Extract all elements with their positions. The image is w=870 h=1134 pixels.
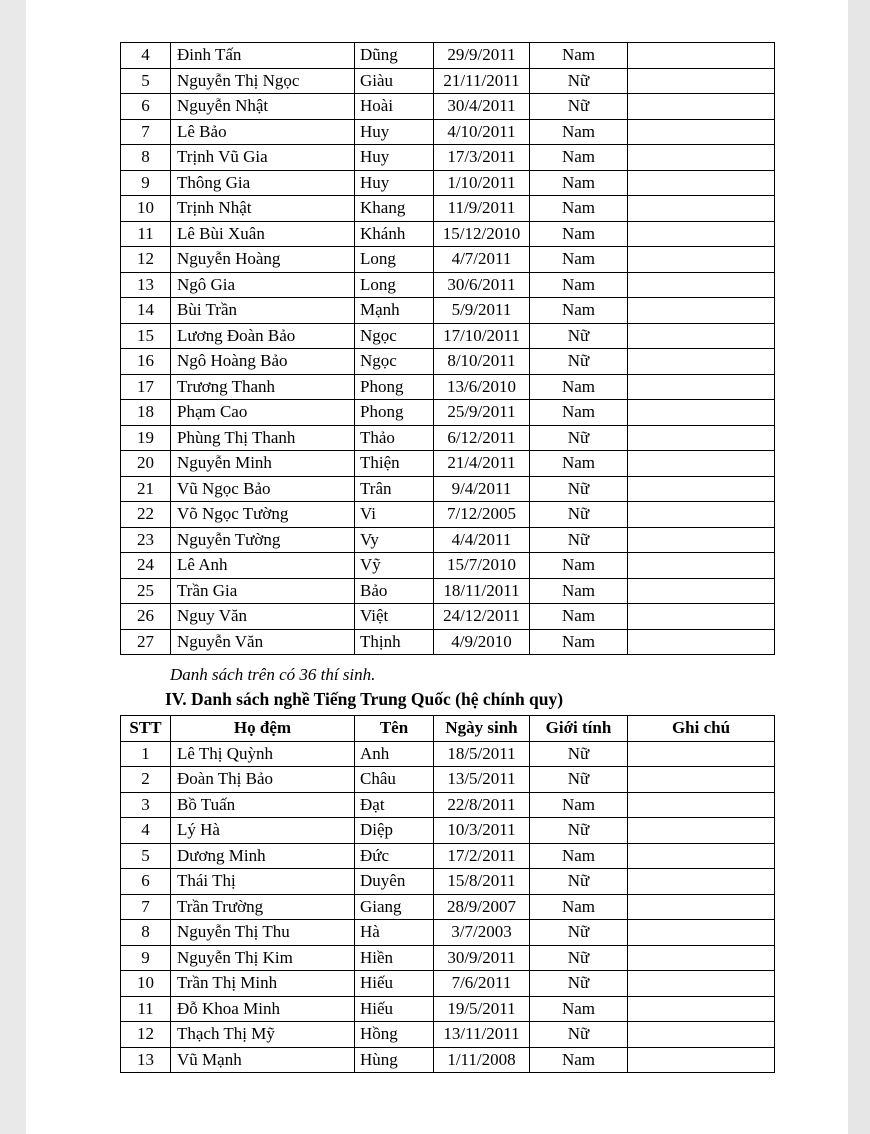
cell-ngay-sinh: 21/4/2011 <box>434 451 530 477</box>
cell-ho-dem: Trịnh Nhật <box>171 196 355 222</box>
cell-ghi-chu <box>628 767 775 793</box>
cell-ho-dem: Dương Minh <box>171 843 355 869</box>
table-row <box>121 400 775 426</box>
cell-ho-dem: Đoàn Thị Bảo <box>171 767 355 793</box>
cell-stt: 13 <box>121 272 171 298</box>
cell-ghi-chu <box>628 920 775 946</box>
cell-ngay-sinh: 4/9/2010 <box>434 629 530 655</box>
table-row <box>121 1047 775 1073</box>
cell-ho-dem: Thái Thị <box>171 869 355 895</box>
cell-ho-dem: Ngô Hoàng Bảo <box>171 349 355 375</box>
table-row <box>121 869 775 895</box>
header-ho-dem: Họ đệm <box>171 716 355 742</box>
table-row <box>121 502 775 528</box>
cell-ngay-sinh: 6/12/2011 <box>434 425 530 451</box>
table-row <box>121 920 775 946</box>
cell-ten: Duyên <box>355 869 434 895</box>
cell-stt: 21 <box>121 476 171 502</box>
section-heading: IV. Danh sách nghề Tiếng Trung Quốc (hệ chính quy) <box>165 689 564 709</box>
table-row <box>121 818 775 844</box>
cell-ghi-chu <box>628 221 775 247</box>
cell-ngay-sinh: 25/9/2011 <box>434 400 530 426</box>
cell-ngay-sinh: 1/11/2008 <box>434 1047 530 1073</box>
cell-stt: 7 <box>121 894 171 920</box>
cell-stt: 11 <box>121 996 171 1022</box>
cell-ten: Thiện <box>355 451 434 477</box>
cell-stt: 12 <box>121 247 171 273</box>
cell-ngay-sinh: 7/12/2005 <box>434 502 530 528</box>
cell-ghi-chu <box>628 843 775 869</box>
table-row <box>121 272 775 298</box>
cell-ho-dem: Thông Gia <box>171 170 355 196</box>
cell-ho-dem: Đỗ Khoa Minh <box>171 996 355 1022</box>
cell-stt: 8 <box>121 920 171 946</box>
cell-gioi-tinh: Nam <box>530 43 628 69</box>
table-row <box>121 68 775 94</box>
cell-ngay-sinh: 15/8/2011 <box>434 869 530 895</box>
cell-ngay-sinh: 30/6/2011 <box>434 272 530 298</box>
header-stt: STT <box>121 716 171 742</box>
cell-gioi-tinh: Nam <box>530 553 628 579</box>
table-row <box>121 221 775 247</box>
cell-ten: Huy <box>355 119 434 145</box>
table-row <box>121 247 775 273</box>
cell-ngay-sinh: 22/8/2011 <box>434 792 530 818</box>
cell-ngay-sinh: 30/9/2011 <box>434 945 530 971</box>
cell-ten: Hiền <box>355 945 434 971</box>
cell-ghi-chu <box>628 741 775 767</box>
cell-gioi-tinh: Nữ <box>530 502 628 528</box>
table-row <box>121 945 775 971</box>
cell-ngay-sinh: 29/9/2011 <box>434 43 530 69</box>
cell-ten: Vỹ <box>355 553 434 579</box>
cell-ghi-chu <box>628 1022 775 1048</box>
cell-ngay-sinh: 10/3/2011 <box>434 818 530 844</box>
table-row <box>121 476 775 502</box>
cell-ten: Khánh <box>355 221 434 247</box>
cell-ho-dem: Vũ Ngọc Bảo <box>171 476 355 502</box>
cell-ten: Mạnh <box>355 298 434 324</box>
cell-gioi-tinh: Nam <box>530 221 628 247</box>
cell-ghi-chu <box>628 272 775 298</box>
cell-gioi-tinh: Nữ <box>530 869 628 895</box>
cell-ten: Hiếu <box>355 971 434 997</box>
table-row <box>121 425 775 451</box>
cell-ghi-chu <box>628 68 775 94</box>
table-row <box>121 1022 775 1048</box>
cell-gioi-tinh: Nam <box>530 272 628 298</box>
cell-ghi-chu <box>628 94 775 120</box>
cell-ghi-chu <box>628 374 775 400</box>
cell-stt: 5 <box>121 843 171 869</box>
cell-ten: Khang <box>355 196 434 222</box>
cell-ho-dem: Ngô Gia <box>171 272 355 298</box>
cell-ngay-sinh: 17/2/2011 <box>434 843 530 869</box>
cell-gioi-tinh: Nữ <box>530 94 628 120</box>
cell-ten: Long <box>355 272 434 298</box>
cell-ghi-chu <box>628 451 775 477</box>
table-row <box>121 553 775 579</box>
table-row <box>121 996 775 1022</box>
cell-stt: 24 <box>121 553 171 579</box>
cell-ten: Huy <box>355 170 434 196</box>
cell-gioi-tinh: Nam <box>530 604 628 630</box>
cell-stt: 17 <box>121 374 171 400</box>
cell-ghi-chu <box>628 818 775 844</box>
cell-ten: Dũng <box>355 43 434 69</box>
cell-stt: 15 <box>121 323 171 349</box>
table-row <box>121 349 775 375</box>
table-row <box>121 604 775 630</box>
cell-ten: Hoài <box>355 94 434 120</box>
cell-ngay-sinh: 5/9/2011 <box>434 298 530 324</box>
cell-ghi-chu <box>628 502 775 528</box>
cell-stt: 8 <box>121 145 171 171</box>
cell-ngay-sinh: 18/11/2011 <box>434 578 530 604</box>
cell-stt: 13 <box>121 1047 171 1073</box>
student-table-body <box>121 43 775 655</box>
cell-ho-dem: Lương Đoàn Bảo <box>171 323 355 349</box>
chinese-language-student-table <box>120 715 775 1073</box>
cell-stt: 5 <box>121 68 171 94</box>
cell-gioi-tinh: Nữ <box>530 476 628 502</box>
cell-stt: 4 <box>121 43 171 69</box>
cell-gioi-tinh: Nam <box>530 247 628 273</box>
table-row <box>121 145 775 171</box>
cell-gioi-tinh: Nữ <box>530 349 628 375</box>
cell-stt: 4 <box>121 818 171 844</box>
cell-stt: 10 <box>121 971 171 997</box>
table-row <box>121 578 775 604</box>
cell-stt: 6 <box>121 94 171 120</box>
table-row <box>121 527 775 553</box>
header-ngay-sinh: Ngày sinh <box>434 716 530 742</box>
cell-ten: Đức <box>355 843 434 869</box>
cell-ngay-sinh: 7/6/2011 <box>434 971 530 997</box>
cell-ten: Ngọc <box>355 349 434 375</box>
cell-ho-dem: Trương Thanh <box>171 374 355 400</box>
cell-ten: Hồng <box>355 1022 434 1048</box>
cell-stt: 11 <box>121 221 171 247</box>
cell-gioi-tinh: Nam <box>530 298 628 324</box>
cell-ho-dem: Trịnh Vũ Gia <box>171 145 355 171</box>
cell-stt: 7 <box>121 119 171 145</box>
cell-ho-dem: Nguyễn Văn <box>171 629 355 655</box>
cell-ngay-sinh: 9/4/2011 <box>434 476 530 502</box>
cell-gioi-tinh: Nam <box>530 629 628 655</box>
cell-gioi-tinh: Nam <box>530 119 628 145</box>
cell-ngay-sinh: 13/11/2011 <box>434 1022 530 1048</box>
cell-stt: 16 <box>121 349 171 375</box>
cell-ngay-sinh: 17/10/2011 <box>434 323 530 349</box>
cell-stt: 18 <box>121 400 171 426</box>
cell-ngay-sinh: 24/12/2011 <box>434 604 530 630</box>
cell-ten: Huy <box>355 145 434 171</box>
cell-ghi-chu <box>628 425 775 451</box>
cell-stt: 3 <box>121 792 171 818</box>
cell-ngay-sinh: 13/6/2010 <box>434 374 530 400</box>
table-row <box>121 196 775 222</box>
cell-ghi-chu <box>628 604 775 630</box>
table-row <box>121 843 775 869</box>
cell-ho-dem: Thạch Thị Mỹ <box>171 1022 355 1048</box>
cell-ghi-chu <box>628 971 775 997</box>
cell-ngay-sinh: 19/5/2011 <box>434 996 530 1022</box>
cell-ten: Hà <box>355 920 434 946</box>
table-row <box>121 971 775 997</box>
cell-gioi-tinh: Nữ <box>530 920 628 946</box>
cell-stt: 27 <box>121 629 171 655</box>
cell-stt: 19 <box>121 425 171 451</box>
table-row <box>121 170 775 196</box>
cell-ho-dem: Bồ Tuấn <box>171 792 355 818</box>
cell-ten: Đạt <box>355 792 434 818</box>
cell-ngay-sinh: 21/11/2011 <box>434 68 530 94</box>
table-row <box>121 374 775 400</box>
cell-ngay-sinh: 13/5/2011 <box>434 767 530 793</box>
cell-ghi-chu <box>628 578 775 604</box>
cell-ngay-sinh: 3/7/2003 <box>434 920 530 946</box>
cell-ho-dem: Nguyễn Tường <box>171 527 355 553</box>
table-row <box>121 298 775 324</box>
cell-ghi-chu <box>628 476 775 502</box>
cell-gioi-tinh: Nam <box>530 578 628 604</box>
cell-ten: Thịnh <box>355 629 434 655</box>
cell-stt: 20 <box>121 451 171 477</box>
cell-stt: 9 <box>121 170 171 196</box>
cell-ten: Anh <box>355 741 434 767</box>
cell-ten: Hùng <box>355 1047 434 1073</box>
cell-ghi-chu <box>628 349 775 375</box>
cell-ghi-chu <box>628 792 775 818</box>
cell-stt: 23 <box>121 527 171 553</box>
cell-ho-dem: Lý Hà <box>171 818 355 844</box>
cell-ngay-sinh: 15/7/2010 <box>434 553 530 579</box>
cell-gioi-tinh: Nam <box>530 196 628 222</box>
cell-ho-dem: Phùng Thị Thanh <box>171 425 355 451</box>
table-row <box>121 451 775 477</box>
cell-gioi-tinh: Nữ <box>530 971 628 997</box>
cell-ghi-chu <box>628 145 775 171</box>
cell-gioi-tinh: Nữ <box>530 527 628 553</box>
cell-ho-dem: Lê Bùi Xuân <box>171 221 355 247</box>
cell-gioi-tinh: Nam <box>530 400 628 426</box>
cell-ghi-chu <box>628 1047 775 1073</box>
cell-gioi-tinh: Nam <box>530 894 628 920</box>
cell-ho-dem: Nguyễn Hoàng <box>171 247 355 273</box>
cell-ho-dem: Nguy Văn <box>171 604 355 630</box>
cell-ten: Vi <box>355 502 434 528</box>
cell-ghi-chu <box>628 553 775 579</box>
cell-ngay-sinh: 4/7/2011 <box>434 247 530 273</box>
cell-gioi-tinh: Nữ <box>530 741 628 767</box>
cell-ngay-sinh: 15/12/2010 <box>434 221 530 247</box>
cell-ghi-chu <box>628 247 775 273</box>
table-row <box>121 629 775 655</box>
cell-ghi-chu <box>628 119 775 145</box>
cell-stt: 6 <box>121 869 171 895</box>
cell-ho-dem: Lê Bảo <box>171 119 355 145</box>
student-count-note: Danh sách trên có 36 thí sinh. <box>170 665 376 684</box>
table-row <box>121 94 775 120</box>
cell-gioi-tinh: Nữ <box>530 818 628 844</box>
cell-gioi-tinh: Nam <box>530 170 628 196</box>
student-table-body <box>121 741 775 1073</box>
cell-ho-dem: Nguyễn Nhật <box>171 94 355 120</box>
cell-ho-dem: Trần Thị Minh <box>171 971 355 997</box>
cell-gioi-tinh: Nữ <box>530 767 628 793</box>
cell-ghi-chu <box>628 869 775 895</box>
cell-ten: Vy <box>355 527 434 553</box>
cell-gioi-tinh: Nam <box>530 1047 628 1073</box>
cell-ghi-chu <box>628 196 775 222</box>
cell-ghi-chu <box>628 170 775 196</box>
cell-ho-dem: Bùi Trần <box>171 298 355 324</box>
cell-stt: 9 <box>121 945 171 971</box>
cell-ho-dem: Đinh Tấn <box>171 43 355 69</box>
cell-stt: 12 <box>121 1022 171 1048</box>
cell-gioi-tinh: Nam <box>530 843 628 869</box>
table-row <box>121 119 775 145</box>
cell-ghi-chu <box>628 323 775 349</box>
cell-ten: Châu <box>355 767 434 793</box>
cell-ten: Hiếu <box>355 996 434 1022</box>
cell-ho-dem: Nguyễn Thị Thu <box>171 920 355 946</box>
cell-ngay-sinh: 4/10/2011 <box>434 119 530 145</box>
header-gioi-tinh: Giới tính <box>530 716 628 742</box>
cell-ten: Giang <box>355 894 434 920</box>
cell-gioi-tinh: Nam <box>530 996 628 1022</box>
cell-ten: Việt <box>355 604 434 630</box>
cell-gioi-tinh: Nữ <box>530 1022 628 1048</box>
cell-ten: Giàu <box>355 68 434 94</box>
cell-ho-dem: Trần Gia <box>171 578 355 604</box>
cell-gioi-tinh: Nữ <box>530 323 628 349</box>
cell-ngay-sinh: 18/5/2011 <box>434 741 530 767</box>
cell-stt: 1 <box>121 741 171 767</box>
cell-gioi-tinh: Nam <box>530 145 628 171</box>
viewer-right-margin <box>848 0 870 1134</box>
cell-ghi-chu <box>628 527 775 553</box>
table-row <box>121 767 775 793</box>
cell-stt: 26 <box>121 604 171 630</box>
cell-ghi-chu <box>628 945 775 971</box>
cell-ngay-sinh: 8/10/2011 <box>434 349 530 375</box>
table-row <box>121 894 775 920</box>
student-table-continued <box>120 42 775 655</box>
cell-ho-dem: Nguyễn Minh <box>171 451 355 477</box>
cell-ngay-sinh: 4/4/2011 <box>434 527 530 553</box>
cell-gioi-tinh: Nữ <box>530 68 628 94</box>
cell-ho-dem: Võ Ngọc Tường <box>171 502 355 528</box>
table-row <box>121 323 775 349</box>
header-ghi-chu: Ghi chú <box>628 716 775 742</box>
cell-ten: Phong <box>355 374 434 400</box>
cell-ho-dem: Lê Thị Quỳnh <box>171 741 355 767</box>
cell-ten: Long <box>355 247 434 273</box>
cell-ghi-chu <box>628 43 775 69</box>
cell-ngay-sinh: 28/9/2007 <box>434 894 530 920</box>
cell-gioi-tinh: Nam <box>530 374 628 400</box>
cell-ho-dem: Trần Trường <box>171 894 355 920</box>
cell-ten: Phong <box>355 400 434 426</box>
cell-ho-dem: Vũ Mạnh <box>171 1047 355 1073</box>
table-row <box>121 792 775 818</box>
cell-ngay-sinh: 11/9/2011 <box>434 196 530 222</box>
table-row <box>121 741 775 767</box>
cell-ghi-chu <box>628 894 775 920</box>
cell-stt: 10 <box>121 196 171 222</box>
cell-ten: Trân <box>355 476 434 502</box>
cell-ngay-sinh: 30/4/2011 <box>434 94 530 120</box>
cell-ghi-chu <box>628 629 775 655</box>
cell-ngay-sinh: 17/3/2011 <box>434 145 530 171</box>
cell-stt: 14 <box>121 298 171 324</box>
cell-ghi-chu <box>628 400 775 426</box>
cell-gioi-tinh: Nữ <box>530 945 628 971</box>
cell-ho-dem: Nguyễn Thị Ngọc <box>171 68 355 94</box>
cell-stt: 25 <box>121 578 171 604</box>
cell-ten: Ngọc <box>355 323 434 349</box>
cell-gioi-tinh: Nam <box>530 792 628 818</box>
cell-ghi-chu <box>628 298 775 324</box>
cell-ten: Bảo <box>355 578 434 604</box>
cell-gioi-tinh: Nam <box>530 451 628 477</box>
table-header-row <box>121 716 775 742</box>
viewer-left-margin <box>0 0 26 1134</box>
cell-ten: Thảo <box>355 425 434 451</box>
cell-ten: Diệp <box>355 818 434 844</box>
cell-ho-dem: Lê Anh <box>171 553 355 579</box>
cell-stt: 2 <box>121 767 171 793</box>
cell-ngay-sinh: 1/10/2011 <box>434 170 530 196</box>
cell-gioi-tinh: Nữ <box>530 425 628 451</box>
cell-stt: 22 <box>121 502 171 528</box>
cell-ghi-chu <box>628 996 775 1022</box>
header-ten: Tên <box>355 716 434 742</box>
cell-ho-dem: Nguyễn Thị Kim <box>171 945 355 971</box>
table-row <box>121 43 775 69</box>
cell-ho-dem: Phạm Cao <box>171 400 355 426</box>
